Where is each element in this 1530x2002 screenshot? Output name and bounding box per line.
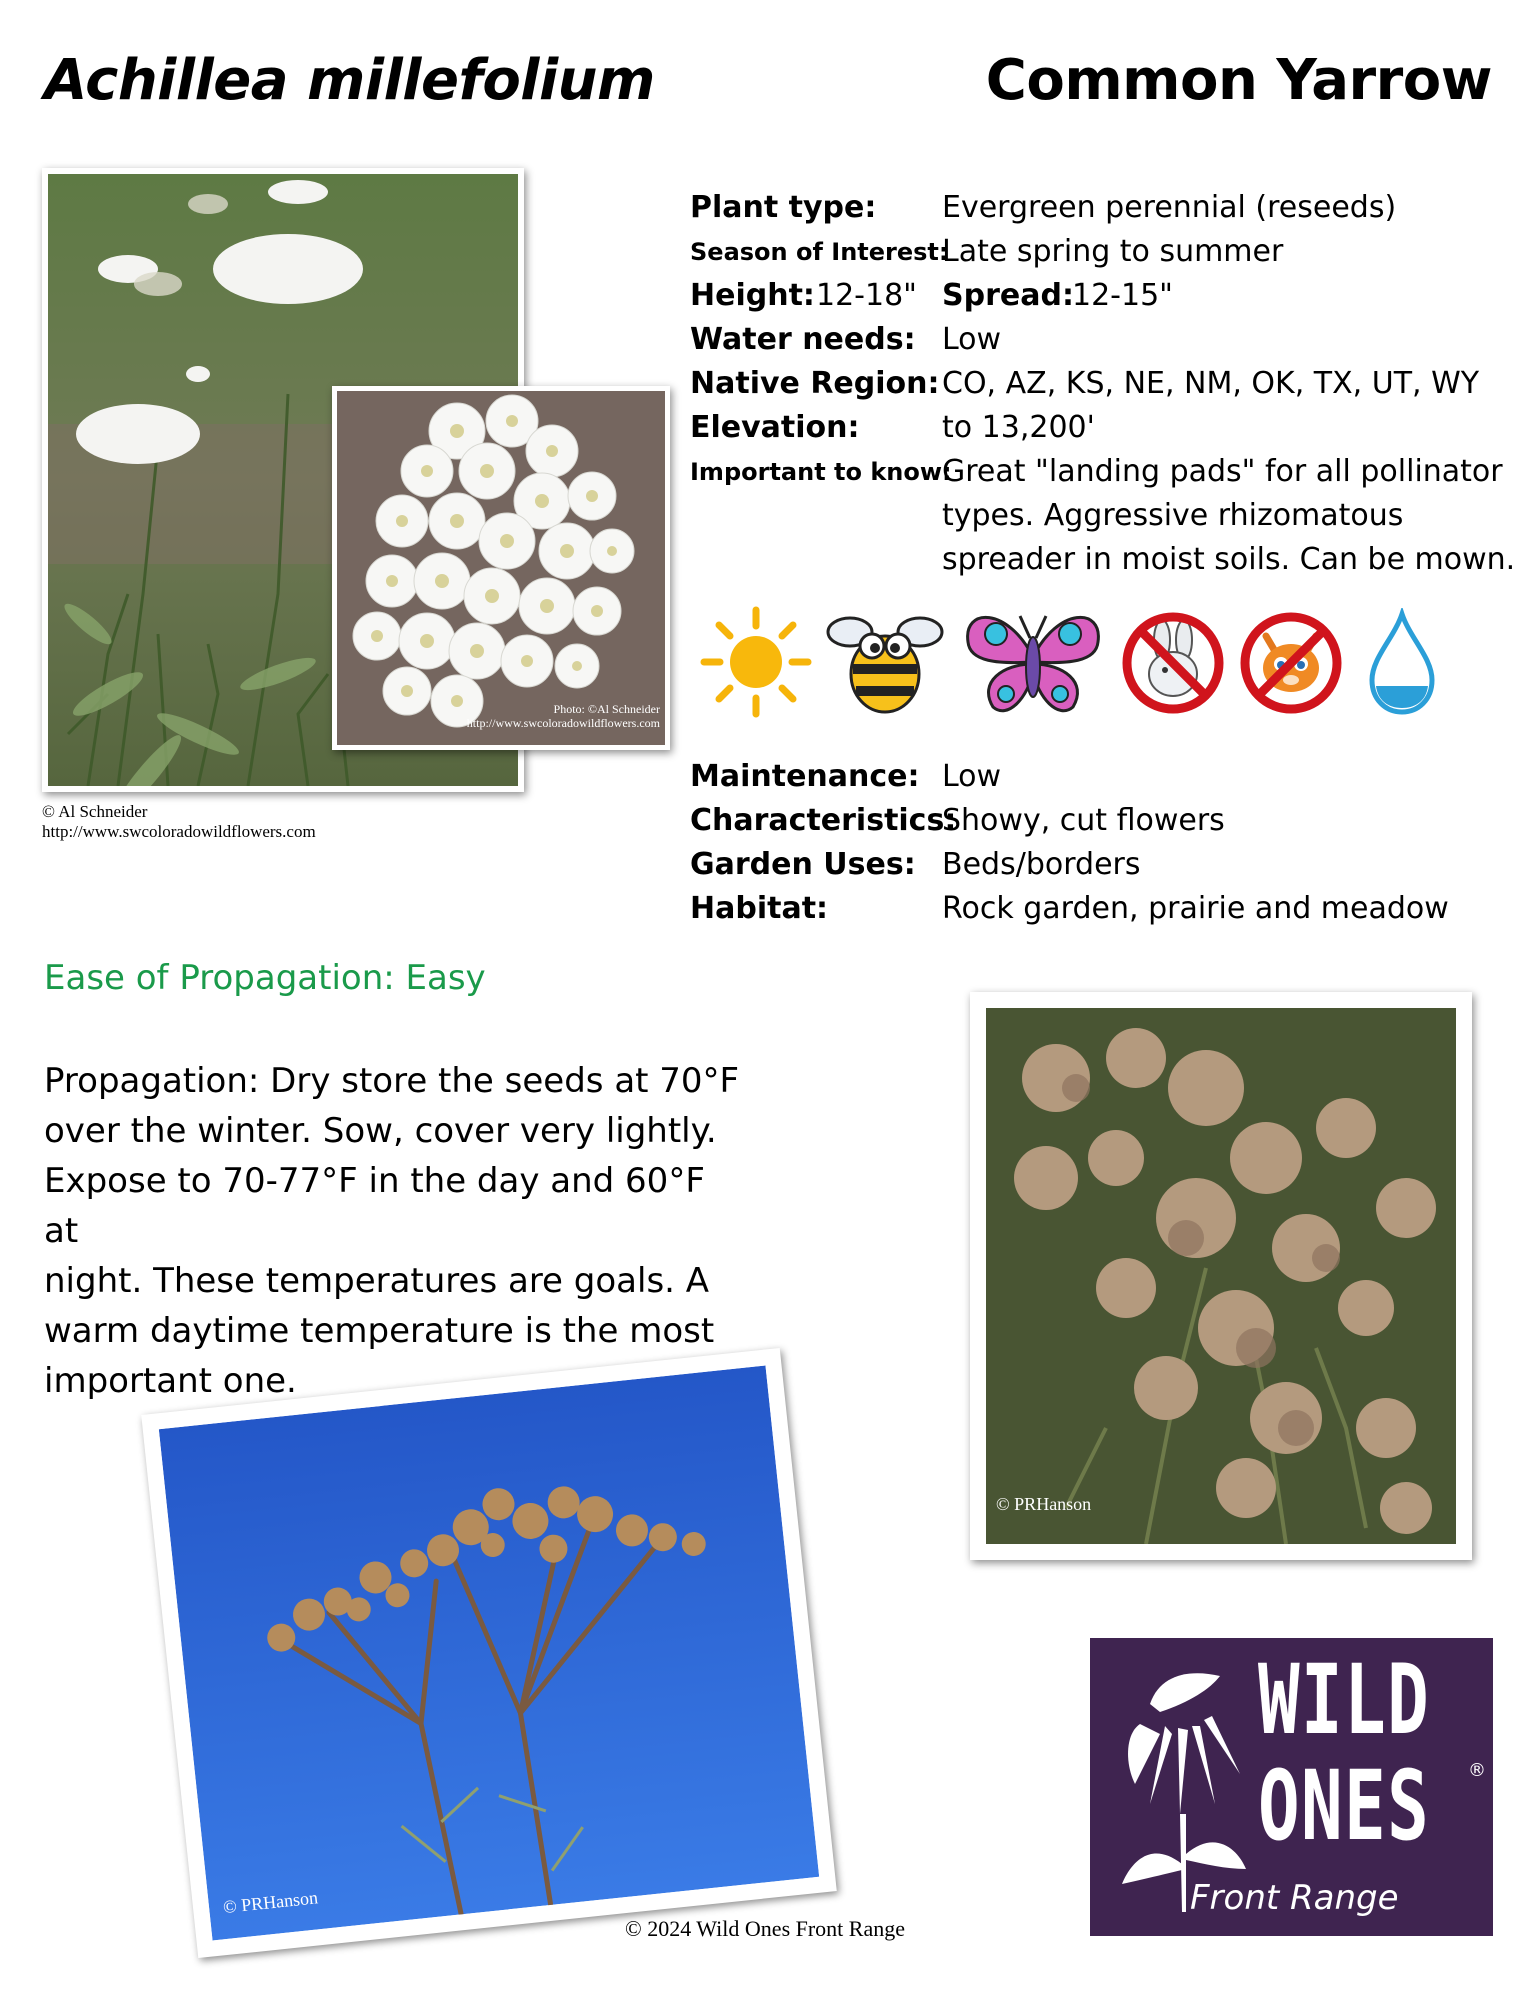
fact-value: types. Aggressive rhizomatous (942, 498, 1404, 533)
fact-value: Low (942, 322, 1002, 357)
photo-seed-heads (970, 992, 1472, 1560)
scientific-name: Achillea millefolium (44, 48, 655, 113)
wild-ones-logo (1090, 1638, 1493, 1936)
plant-facts-2 (690, 755, 1510, 931)
logo-tagline: Front Range (1190, 1878, 1399, 1918)
footer-copyright: © 2024 Wild Ones Front Range (624, 1916, 906, 1941)
fact-label: Important to know: (690, 458, 952, 486)
bee-icon (820, 602, 950, 722)
fact-important (690, 450, 1510, 494)
fact-value: 12-15" (1072, 278, 1173, 313)
fact-value: Low (942, 759, 1002, 794)
fact-label: Plant type: (690, 190, 877, 225)
fact-value: Rock garden, prairie and meadow (942, 891, 1449, 926)
fact-label: Garden Uses: (690, 847, 916, 882)
ease-of-propagation: Ease of Propagation: Easy (44, 958, 486, 998)
logo-registered: ® (1468, 1760, 1486, 1781)
fact-important-cont (690, 538, 1516, 582)
seed-heads-credit: © PRHanson (996, 1494, 1092, 1514)
common-name: Common Yarrow (985, 48, 1492, 113)
propagation-line: Propagation: Dry store the seeds at 70°F (44, 1061, 740, 1101)
fact-value: Great "landing pads" for all pollinator (942, 454, 1503, 489)
fact-value: spreader in moist soils. Can be mown. (942, 542, 1516, 577)
fact-label: Height: (690, 278, 815, 313)
logo-ones: ONES (1258, 1750, 1431, 1862)
fact-garden-uses (690, 843, 1510, 887)
fact-characteristics (690, 799, 1510, 843)
fact-value: CO, AZ, KS, NE, NM, OK, TX, UT, WY (942, 366, 1480, 401)
logo-wild: WILD (1258, 1644, 1431, 1756)
fact-plant-type (690, 186, 1510, 230)
fact-label: Habitat: (690, 891, 829, 926)
fact-label: Season of Interest: (690, 238, 949, 266)
fact-important-cont (690, 494, 1510, 538)
inset-photo-credit: Photo: ©Al Schneider (553, 702, 660, 716)
fact-native-region (690, 362, 1510, 406)
fact-label: Spread: (942, 278, 1074, 313)
fact-value: Evergreen perennial (reseeds) (942, 190, 1397, 225)
fact-label: Elevation: (690, 410, 860, 445)
propagation-line: important one. (44, 1361, 297, 1401)
fact-elevation (690, 406, 1510, 450)
inset-photo-credit-url: http://www.swcoloradowildflowers.com (466, 716, 660, 730)
propagation-text (44, 1056, 744, 1406)
fact-season (690, 230, 1510, 274)
seed-heads-sky-image (159, 1366, 819, 1941)
photo-credit-name: © Al Schneider (42, 802, 148, 821)
fact-label: Characteristics: (690, 803, 957, 838)
propagation-line: warm daytime temperature is the most (44, 1311, 715, 1351)
fact-maintenance (690, 755, 1510, 799)
attribute-icons (700, 602, 1440, 722)
propagation-line: Expose to 70-77°F in the day and 60°F at (44, 1161, 705, 1251)
photo-yarrow-closeup (332, 386, 670, 750)
coneflower-icon (1120, 1664, 1250, 1914)
no-rabbit-icon (1118, 608, 1228, 718)
fact-height-spread (690, 274, 1510, 318)
butterfly-icon (958, 602, 1108, 722)
plant-facts (690, 186, 1516, 582)
sun-icon (700, 606, 812, 718)
fact-value: Beds/borders (942, 847, 1141, 882)
photo-seed-heads-sky (141, 1348, 837, 1958)
water-drop-icon (1364, 608, 1440, 718)
fact-value: Late spring to summer (942, 234, 1284, 269)
no-deer-icon (1236, 608, 1346, 718)
fact-habitat (690, 887, 1510, 931)
fact-label: Native Region: (690, 366, 940, 401)
fact-label: Water needs: (690, 322, 916, 357)
fact-water (690, 318, 1510, 362)
fact-value: Showy, cut flowers (942, 803, 1225, 838)
seed-heads-image (986, 1008, 1456, 1544)
photo-credit-url: http://www.swcoloradowildflowers.com (42, 822, 316, 841)
propagation-line: night. These temperatures are goals. A (44, 1261, 710, 1301)
fact-value: to 13,200' (942, 410, 1095, 445)
fact-value: 12-18" (816, 278, 917, 313)
propagation-line: over the winter. Sow, cover very lightly. (44, 1111, 717, 1151)
seed-heads-sky-credit: © PRHanson (222, 1887, 319, 1918)
yarrow-closeup-image (337, 391, 665, 745)
fact-label: Maintenance: (690, 759, 920, 794)
